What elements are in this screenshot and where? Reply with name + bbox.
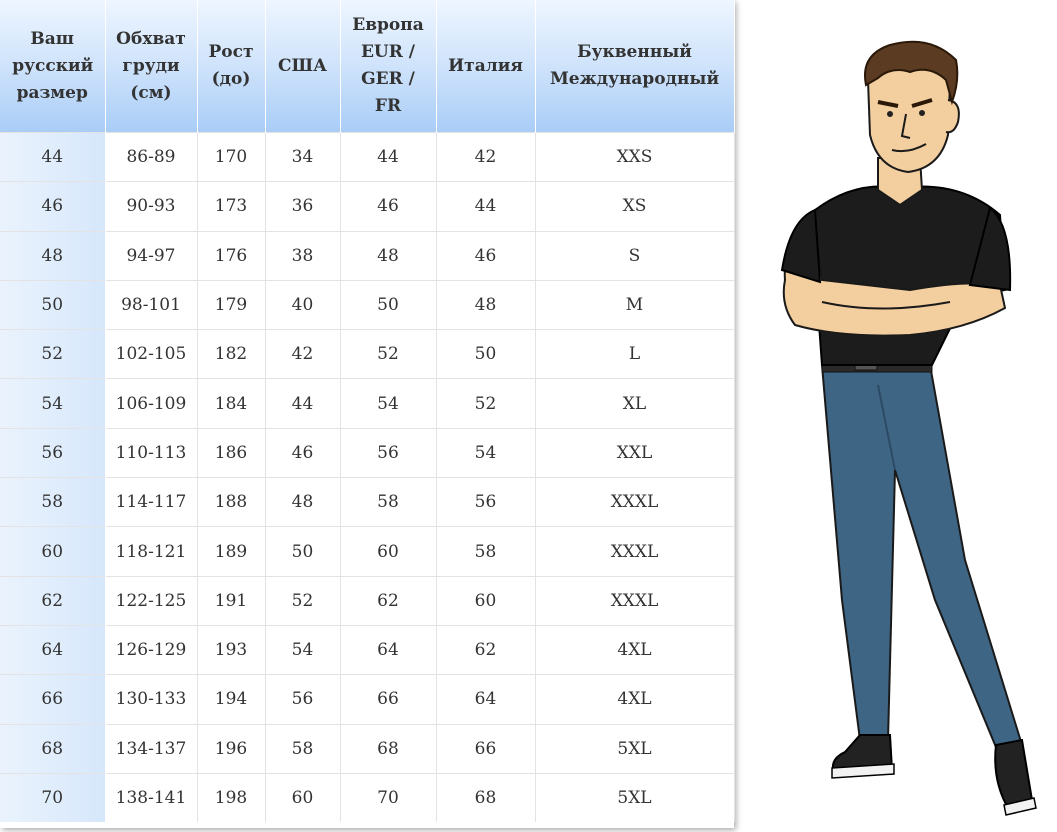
ear — [946, 100, 959, 132]
cell-italy: 56 — [436, 478, 535, 527]
col-header-italy-text: Италия — [448, 55, 523, 76]
cell-italy: 44 — [436, 182, 535, 231]
cell-ru-size: 66 — [0, 675, 105, 724]
cell-europe: 54 — [340, 379, 436, 428]
cell-ru-size: 48 — [0, 231, 105, 280]
cell-chest: 118-121 — [105, 527, 197, 576]
table-row — [0, 773, 734, 822]
cell-europe: 62 — [340, 576, 436, 625]
cartoon-man-illustration — [760, 40, 1050, 830]
table-row — [0, 675, 734, 724]
cell-usa: 38 — [265, 231, 340, 280]
cell-height: 189 — [197, 527, 265, 576]
cell-usa: 42 — [265, 330, 340, 379]
col-header-height — [197, 0, 265, 133]
cell-europe: 68 — [340, 724, 436, 773]
cell-italy: 46 — [436, 231, 535, 280]
cell-height: 173 — [197, 182, 265, 231]
right-shoe — [995, 740, 1032, 808]
col-header-ru-size — [0, 0, 105, 133]
cell-italy: 66 — [436, 724, 535, 773]
cell-international: XS — [535, 182, 734, 231]
header-row — [0, 0, 734, 133]
col-header-international-text: Буквенный Международный — [549, 42, 720, 89]
cell-usa: 34 — [265, 133, 340, 182]
cell-usa: 48 — [265, 478, 340, 527]
cell-chest: 110-113 — [105, 428, 197, 477]
cell-usa: 46 — [265, 428, 340, 477]
cell-height: 170 — [197, 133, 265, 182]
table-row — [0, 527, 734, 576]
cell-usa: 50 — [265, 527, 340, 576]
table-row — [0, 379, 734, 428]
cell-international: XXL — [535, 428, 734, 477]
col-header-italy — [436, 0, 535, 133]
cell-europe: 50 — [340, 280, 436, 329]
left-sleeve — [782, 210, 820, 282]
cell-international: 5XL — [535, 773, 734, 822]
cell-international: 4XL — [535, 625, 734, 674]
table-row — [0, 280, 734, 329]
cell-italy: 58 — [436, 527, 535, 576]
cell-europe: 46 — [340, 182, 436, 231]
cell-europe: 66 — [340, 675, 436, 724]
cell-height: 191 — [197, 576, 265, 625]
cell-chest: 134-137 — [105, 724, 197, 773]
cell-usa: 40 — [265, 280, 340, 329]
cell-chest: 106-109 — [105, 379, 197, 428]
table-row — [0, 133, 734, 182]
cell-chest: 114-117 — [105, 478, 197, 527]
col-header-europe-text: Европа EUR / GER / FR — [352, 15, 424, 116]
cell-height: 184 — [197, 379, 265, 428]
table-row — [0, 231, 734, 280]
cell-chest: 102-105 — [105, 330, 197, 379]
cell-chest: 138-141 — [105, 773, 197, 822]
right-eye — [919, 110, 925, 116]
cell-ru-size: 54 — [0, 379, 105, 428]
cell-chest: 90-93 — [105, 182, 197, 231]
cell-international: XXXL — [535, 576, 734, 625]
cell-usa: 54 — [265, 625, 340, 674]
table-row — [0, 625, 734, 674]
cell-ru-size: 52 — [0, 330, 105, 379]
col-header-chest — [105, 0, 197, 133]
cell-ru-size: 62 — [0, 576, 105, 625]
cell-italy: 50 — [436, 330, 535, 379]
cell-italy: 52 — [436, 379, 535, 428]
cell-chest: 86-89 — [105, 133, 197, 182]
cell-europe: 70 — [340, 773, 436, 822]
cell-international: L — [535, 330, 734, 379]
col-header-height-text: Рост (до) — [208, 42, 254, 89]
cell-italy: 42 — [436, 133, 535, 182]
table-row — [0, 182, 734, 231]
cell-italy: 64 — [436, 675, 535, 724]
cell-international: M — [535, 280, 734, 329]
col-header-usa-text: США — [278, 55, 327, 76]
col-header-international — [535, 0, 734, 133]
table-row — [0, 428, 734, 477]
cell-chest: 98-101 — [105, 280, 197, 329]
cell-international: S — [535, 231, 734, 280]
col-header-europe — [340, 0, 436, 133]
cell-italy: 68 — [436, 773, 535, 822]
cell-ru-size: 46 — [0, 182, 105, 231]
cell-international: XXXL — [535, 527, 734, 576]
table-row — [0, 478, 734, 527]
cell-ru-size: 50 — [0, 280, 105, 329]
cell-italy: 62 — [436, 625, 535, 674]
cell-usa: 36 — [265, 182, 340, 231]
col-header-ru-size-text: Ваш русский размер — [12, 28, 94, 103]
cell-height: 179 — [197, 280, 265, 329]
cell-height: 198 — [197, 773, 265, 822]
cell-usa: 52 — [265, 576, 340, 625]
cell-usa: 58 — [265, 724, 340, 773]
cell-italy: 48 — [436, 280, 535, 329]
cell-usa: 44 — [265, 379, 340, 428]
cell-ru-size: 68 — [0, 724, 105, 773]
cell-height: 194 — [197, 675, 265, 724]
cell-europe: 52 — [340, 330, 436, 379]
cell-ru-size: 64 — [0, 625, 105, 674]
cell-international: XXXL — [535, 478, 734, 527]
cell-europe: 64 — [340, 625, 436, 674]
cell-chest: 130-133 — [105, 675, 197, 724]
cell-europe: 58 — [340, 478, 436, 527]
cell-italy: 60 — [436, 576, 535, 625]
cell-ru-size: 56 — [0, 428, 105, 477]
col-header-chest-text: Обхват груди (см) — [116, 28, 186, 103]
table-row — [0, 576, 734, 625]
cell-italy: 54 — [436, 428, 535, 477]
table-row — [0, 724, 734, 773]
cell-europe: 56 — [340, 428, 436, 477]
cell-height: 186 — [197, 428, 265, 477]
cell-europe: 44 — [340, 133, 436, 182]
cell-height: 193 — [197, 625, 265, 674]
cell-ru-size: 60 — [0, 527, 105, 576]
cell-chest: 122-125 — [105, 576, 197, 625]
cell-usa: 60 — [265, 773, 340, 822]
cell-europe: 60 — [340, 527, 436, 576]
cell-ru-size: 44 — [0, 133, 105, 182]
left-eye — [887, 111, 893, 117]
jeans — [822, 365, 1022, 752]
cell-height: 188 — [197, 478, 265, 527]
cell-height: 176 — [197, 231, 265, 280]
cell-height: 182 — [197, 330, 265, 379]
cell-ru-size: 58 — [0, 478, 105, 527]
cell-international: XL — [535, 379, 734, 428]
cell-europe: 48 — [340, 231, 436, 280]
cell-international: 4XL — [535, 675, 734, 724]
cell-chest: 126-129 — [105, 625, 197, 674]
cell-international: 5XL — [535, 724, 734, 773]
cell-usa: 56 — [265, 675, 340, 724]
cell-height: 196 — [197, 724, 265, 773]
col-header-usa — [265, 0, 340, 133]
cell-chest: 94-97 — [105, 231, 197, 280]
cell-ru-size: 70 — [0, 773, 105, 822]
table-row — [0, 330, 734, 379]
cell-international: XXS — [535, 133, 734, 182]
table-body — [0, 133, 734, 823]
